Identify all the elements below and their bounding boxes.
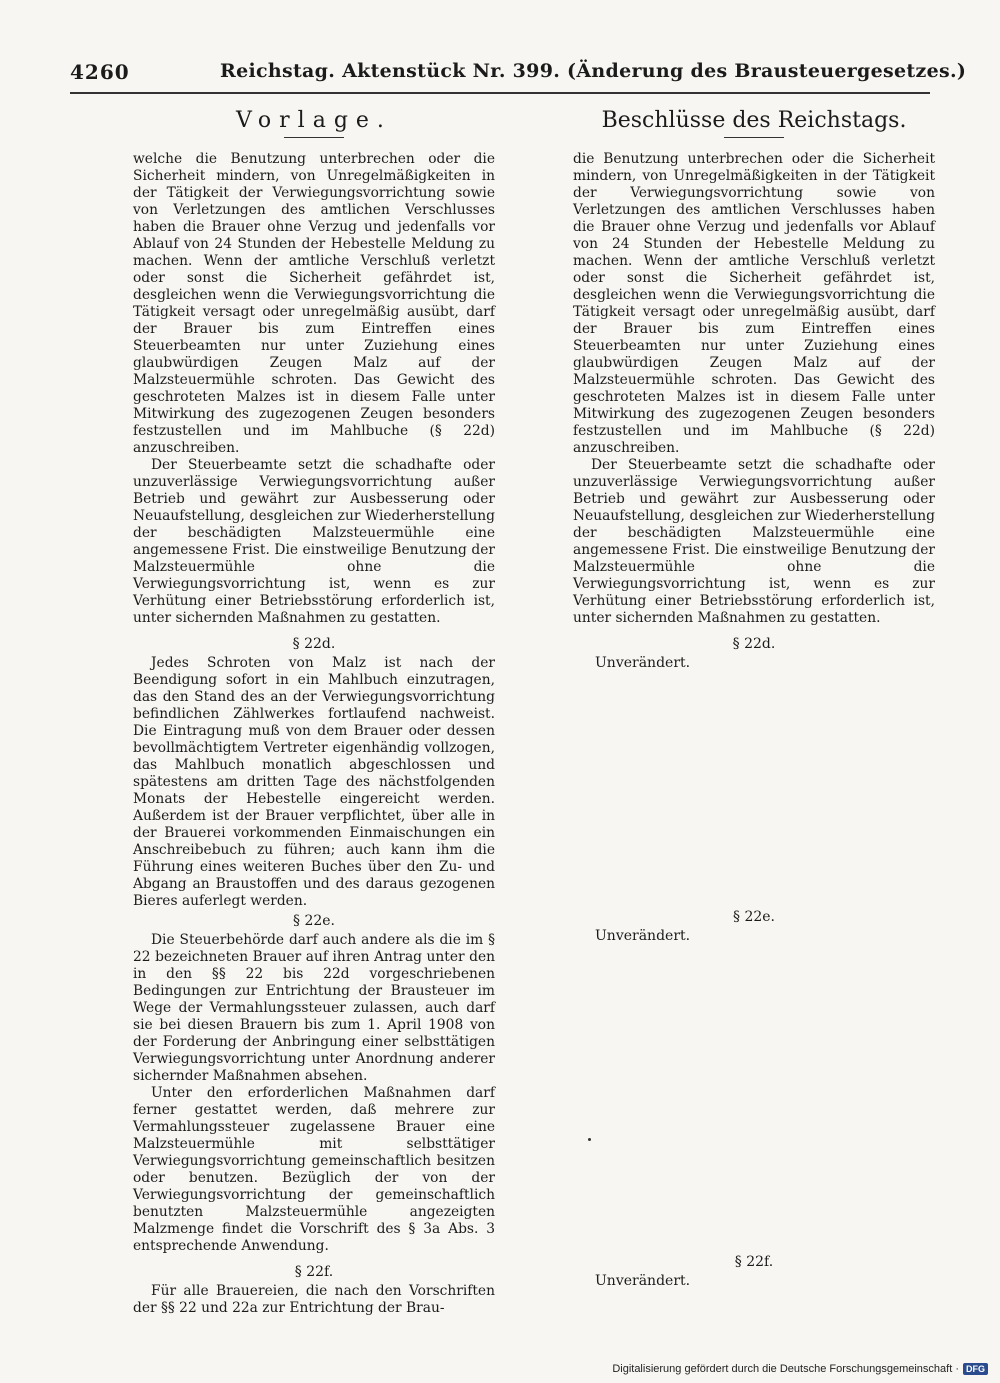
- left-column: [133, 108, 495, 1317]
- page-number: 4260: [70, 60, 130, 84]
- right-paragraph-2: Der Steuerbeamte setzt die schadhafte oder unzuverlässige Verwiegungsvorrichtung außer Betrieb und gewährt zur Ausbesserung oder Neuaufstellung, desgleichen zur Wiederherstellung der beschädigten Malzsteuermühle eine angemessene Frist. Die einstweilige Benutzung der Malzsteuermühle ohne die Verwiegungsvorrichtung ist, wenn es zur Verhütung einer Betriebsstörung erforderlich ist, unter sichernden Maßnahmen zu gestatten.: [573, 457, 935, 626]
- digitization-credit: [612, 1363, 988, 1375]
- right-section-22d-heading: § 22d.: [732, 636, 776, 652]
- right-section-22f-heading: § 22f.: [734, 1254, 774, 1270]
- right-title-rule: [724, 137, 784, 138]
- right-section-22f-text: Unverändert.: [595, 1273, 691, 1289]
- left-section-22e-paragraph-1: Die Steuerbehörde darf auch andere als die im § 22 bezeichneten Brauer auf ihren Antrag unter den in den §§ 22 bis 22d vorgeschriebenen Bedingungen zur Entrichtung der Brausteuer im Wege der Vermahlungssteuer zulassen, auch darf sie bei diesen Brauern bis zum 1. April 1908 von der Forderung der Anbringung einer selbsttätigen Verwiegungsvorrichtung unter Anordnung anderer sichernder Maßnahmen absehen.: [133, 932, 495, 1084]
- left-section-22d-heading: § 22d.: [292, 636, 336, 652]
- credit-text: Digitalisierung gefördert durch die Deutsche Forschungsgemeinschaft ·: [612, 1363, 959, 1375]
- left-section-22e-paragraph-2: Unter den erforderlichen Maßnahmen darf ferner gestattet werden, daß mehrere zur Vermahlungssteuer zugelassene Brauer eine Malzsteuermühle mit selbsttätiger Verwiegungsvorrichtung gemeinschaftlich besitzen oder benutzen. Bezüglich der von der Verwiegungsvorrichtung der gemeinschaftlich benutzten Malzsteuermühle angezeigten Malzmenge findet die Vorschrift des § 3a Abs. 3 entsprechende Anwendung.: [133, 1085, 495, 1254]
- print-speck: [588, 1138, 591, 1141]
- left-paragraph-2: Der Steuerbeamte setzt die schadhafte oder unzuverlässige Verwiegungsvorrichtung außer Betrieb und gewährt zur Ausbesserung oder Neuaufstellung, desgleichen zur Wiederherstellung der beschädigten Malzsteuermühle eine angemessene Frist. Die einstweilige Benutzung der Malzsteuermühle ohne die Verwiegungsvorrichtung ist, wenn es zur Verhütung einer Betriebsstörung erforderlich ist, unter sichernden Maßnahmen zu gestatten.: [133, 457, 495, 626]
- right-section-22d-text: Unverändert.: [595, 655, 691, 671]
- right-section-22e-heading: § 22e.: [733, 909, 775, 925]
- left-paragraph-1: welche die Benutzung unterbrechen oder die Sicherheit mindern, von Unregelmäßigkeiten in der Tätigkeit der Verwiegungsvorrichtung sowie von Verletzungen des amtlichen Verschlusses haben die Brauer ohne Verzug und jedenfalls vor Ablauf von 24 Stunden der Hebestelle Meldung zu machen. Wenn der amtliche Verschluß verletzt oder sonst die Sicherheit gefährdet ist, desgleichen wenn die Verwiegungsvorrichtung die Tätigkeit versagt oder unregelmäßig ausübt, darf der Brauer bis zum Eintreffen eines Steuerbeamten nur unter Zuziehung eines glaubwürdigen Zeugen Malz auf der Malzsteuermühle schroten. Das Gewicht des geschroteten Malzes ist in diesem Falle unter Mitwirkung des zugezogenen Zeugen besonders festzustellen und im Mahlbuche (§ 22d) anzuschreiben.: [133, 151, 495, 456]
- right-column-title: Beschlüsse des Reichstags.: [601, 108, 907, 133]
- left-column-title: Vorlage.: [236, 108, 392, 133]
- left-section-22e-heading: § 22e.: [293, 913, 335, 929]
- dfg-logo: DFG: [963, 1363, 988, 1375]
- left-section-22f-text: Für alle Brauereien, die nach den Vorschriften der §§ 22 und 22a zur Entrichtung der Brau-: [133, 1283, 495, 1316]
- right-column: [573, 108, 935, 1290]
- left-title-rule: [284, 137, 344, 138]
- left-section-22d-text: Jedes Schroten von Malz ist nach der Beendigung sofort in ein Mahlbuch einzutragen, das den Stand des an der Verwiegungsvorrichtung befindlichen Zählwerkes fortlaufend nachweist. Die Eintragung muß von dem Brauer oder dessen bevollmächtigtem Vertreter eigenhändig vollzogen, das Mahlbuch monatlich abgeschlossen und spätestens am dritten Tage des nächstfolgenden Monats der Hebestelle eingereicht werden. Außerdem ist der Brauer verpflichtet, über alle in der Brauerei vorkommenden Einmaischungen ein Anschreibebuch zu führen; auch kann ihm die Führung eines weiteren Buches über den Zu- und Abgang an Braustoffen und des daraus gezogenen Bieres auferlegt werden.: [133, 655, 495, 909]
- header-rule: [70, 92, 930, 94]
- right-section-22e-text: Unverändert.: [595, 928, 691, 944]
- running-head: Reichstag. Aktenstück Nr. 399. (Änderung des Brausteuergesetzes.): [220, 60, 967, 82]
- left-section-22f-heading: § 22f.: [294, 1264, 334, 1280]
- right-paragraph-1: die Benutzung unterbrechen oder die Sicherheit mindern, von Unregelmäßigkeiten in der Tätigkeit der Verwiegungsvorrichtung sowie von Verletzungen des amtlichen Verschlusses haben die Brauer ohne Verzug und jedenfalls vor Ablauf von 24 Stunden der Hebestelle Meldung zu machen. Wenn der amtliche Verschluß verletzt oder sonst die Sicherheit gefährdet ist, desgleichen wenn die Verwiegungsvorrichtung die Tätigkeit versagt oder unregelmäßig ausübt, darf der Brauer bis zum Eintreffen eines Steuerbeamten nur unter Zuziehung eines glaubwürdigen Zeugen Malz auf der Malzsteuermühle schroten. Das Gewicht des geschroteten Malzes ist in diesem Falle unter Mitwirkung des zugezogenen Zeugen besonders festzustellen und im Mahlbuche (§ 22d) anzuschreiben.: [573, 151, 935, 456]
